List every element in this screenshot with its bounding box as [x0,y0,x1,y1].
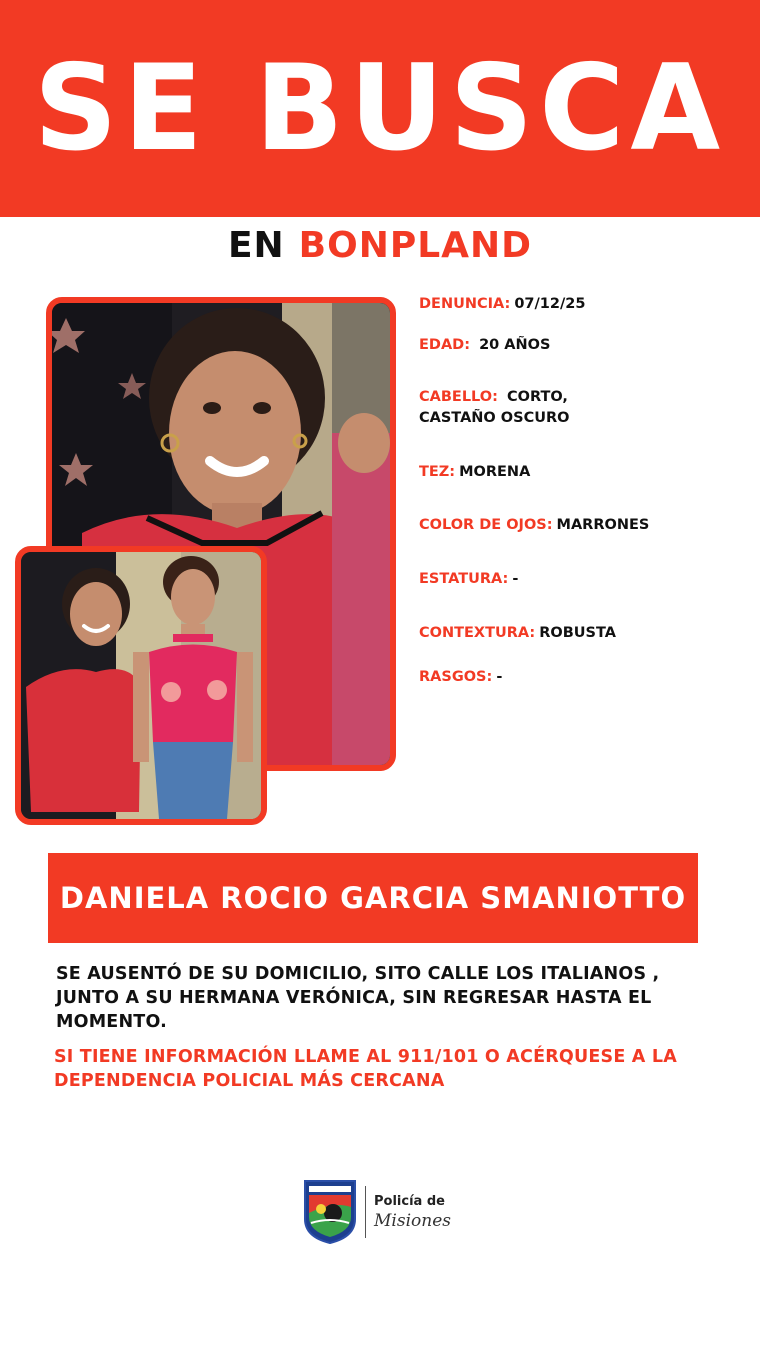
location-place: BONPLAND [298,225,533,266]
field-rasgos [419,667,749,688]
field-label: RASGOS: [419,669,493,685]
field-label: DENUNCIA: [419,296,511,312]
police-shield-icon [303,1179,357,1245]
description-line: MOMENTO. [56,1012,167,1032]
field-label: CONTEXTURA: [419,625,536,641]
field-value: 20 AÑOS [479,337,551,353]
field-edad [419,335,749,356]
field-value: ROBUSTA [539,625,616,641]
logo-divider [365,1186,366,1238]
field-denuncia [419,294,749,315]
logo-line-1: Policía de [374,1193,445,1209]
inset-photo [15,546,267,825]
field-label: COLOR DE OJOS: [419,517,553,533]
field-cabello [419,387,749,429]
field-contextura [419,623,749,644]
field-label: EDAD: [419,337,470,353]
logo-line-2: Misiones [374,1210,451,1231]
location-prefix: EN [227,225,285,266]
person-name: DANIELA ROCIO GARCIA SMANIOTTO [59,881,687,915]
name-banner [48,853,698,943]
field-value: 07/12/25 [514,296,586,312]
field-value-line2: CASTAÑO OSCURO [419,410,570,426]
description-line: SE AUSENTÓ DE SU DOMICILIO, SITO CALLE LOS ITALIANOS , [56,964,660,984]
call-to-action [54,1045,734,1093]
description-line: JUNTO A SU HERMANA VERÓNICA, SIN REGRESAR HASTA EL [56,988,652,1008]
field-tez [419,462,749,483]
field-value: - [496,669,503,685]
field-label: TEZ: [419,464,456,480]
field-value: CORTO, [506,389,568,405]
field-label: CABELLO: [419,389,498,405]
field-color-ojos [419,515,749,536]
poster-title: SE BUSCA [33,39,727,177]
cta-line: DEPENDENCIA POLICIAL MÁS CERCANA [54,1071,445,1091]
field-label: ESTATURA: [419,571,509,587]
field-value: - [512,571,519,587]
field-value: MORENA [459,464,531,480]
description [56,962,716,1034]
logo-text [374,1194,451,1231]
location-line [0,225,760,266]
field-estatura [419,569,749,590]
cta-line: SI TIENE INFORMACIÓN LLAME AL 911/101 O ACÉRQUESE A LA [54,1047,677,1067]
field-value: MARRONES [556,517,650,533]
header-banner [0,0,760,217]
police-logo [303,1179,451,1245]
